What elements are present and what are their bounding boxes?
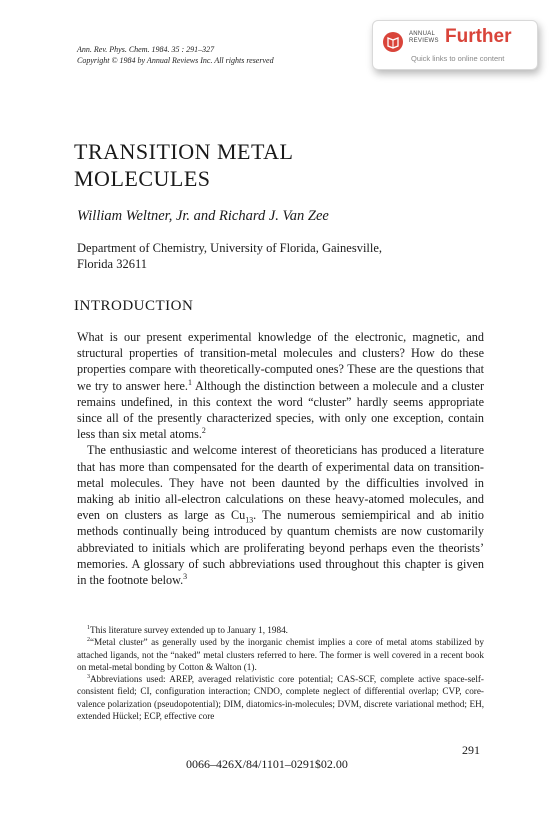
article-title <box>74 138 294 192</box>
reviews-label: REVIEWS <box>409 38 439 44</box>
authors: William Weltner, Jr. and Richard J. Van Zee <box>77 208 329 224</box>
paragraph <box>77 442 484 588</box>
title-line: TRANSITION METAL <box>74 139 294 164</box>
section-heading-introduction: INTRODUCTION <box>74 298 194 314</box>
footnote-text: This literature survey extended up to January 1, 1984. <box>89 625 288 635</box>
footnote-ref[interactable]: 1 <box>187 377 192 387</box>
paragraph-text: What is our present experimental knowledge of the electronic, magnetic, and structural properties of transition-metal molecules and clusters? How do these properties compare with theoretically-computed ones? These are the questions that we try to answer here. <box>77 330 484 393</box>
further-tagline: Quick links to online content <box>411 54 505 63</box>
footnote-text: “Metal cluster” as generally used by the inorganic chemist implies a core of metal atoms stabilized by attached ligands, not the “naked” metal clusters referred to here. The former is well covered in a recent book on metal-metal bonding by Cotton & Walton (1). <box>77 637 484 672</box>
paragraph-text: . The numerous semiempirical and ab initio methods continually being introduced by quantum chemists are now customarily abbreviated to initials which are proliferating beyond perhaps even the theorists’ memories. A glossary of such abbreviations used throughout this chapter is given in the footnote below. <box>77 508 484 588</box>
journal-citation-line: Ann. Rev. Phys. Chem. 1984. 35 : 291–327 <box>77 45 215 54</box>
further-links-badge[interactable] <box>372 20 538 70</box>
copyright-line: Copyright © 1984 by Annual Reviews Inc. All rights reserved <box>77 56 274 65</box>
paragraph <box>77 329 484 442</box>
footnotes <box>77 624 484 722</box>
footnote-mark: 1 <box>87 624 90 631</box>
footnote <box>77 624 484 636</box>
footnote-mark: 2 <box>87 637 90 644</box>
annual-label: ANNUAL <box>409 31 436 37</box>
footnote-text: Abbreviations used: AREP, averaged relativistic core potential; CAS-SCF, complete active space-self-consistent field; CI, configuration interaction; CNDO, complete neglect of differential overlap; CVP, core-valence polarization (pseudopotential); DIM, diatomics-in-molecules; DVM, discrete variational method; EH, extended Hückel; ECP, effective core <box>77 674 484 722</box>
paragraph-text: The enthusiastic and welcome interest of theoreticians has produced a literature that has more than compensated for the dearth of experimental data on transition-metal molecules. They have not been daunted by the difficulties involved in making ab initio all-electron calculations on these heavy-atomed molecules, and even on clusters as large as Cu <box>77 443 484 523</box>
page-number: 291 <box>462 743 480 757</box>
footnote <box>77 636 484 673</box>
footnote <box>77 673 484 722</box>
introduction-body <box>77 329 484 588</box>
book-icon <box>386 35 400 49</box>
price-code: 0066–426X/84/1101–0291$02.00 <box>186 757 348 771</box>
affiliation-line: Florida 32611 <box>77 257 148 271</box>
affiliation-line: Department of Chemistry, University of Florida, Gainesville, <box>77 241 383 255</box>
affiliation <box>77 240 517 272</box>
journal-citation <box>77 44 274 66</box>
paragraph-text: Although the distinction between a molecule and a cluster remains undefined, in this context the word “cluster” hardly seems appropriate since all of the presently characterized species, with only one exception, contain less than six metal atoms. <box>77 378 485 442</box>
footnote-ref[interactable]: 3 <box>183 571 188 581</box>
footnote-mark: 3 <box>87 674 90 681</box>
further-label: Further <box>445 26 512 47</box>
annual-reviews-logo-icon <box>383 32 403 52</box>
annual-reviews-wordmark <box>409 31 443 45</box>
footnote-ref[interactable]: 2 <box>201 426 206 436</box>
title-line: MOLECULES <box>74 166 211 191</box>
subscript: 13 <box>245 515 254 525</box>
